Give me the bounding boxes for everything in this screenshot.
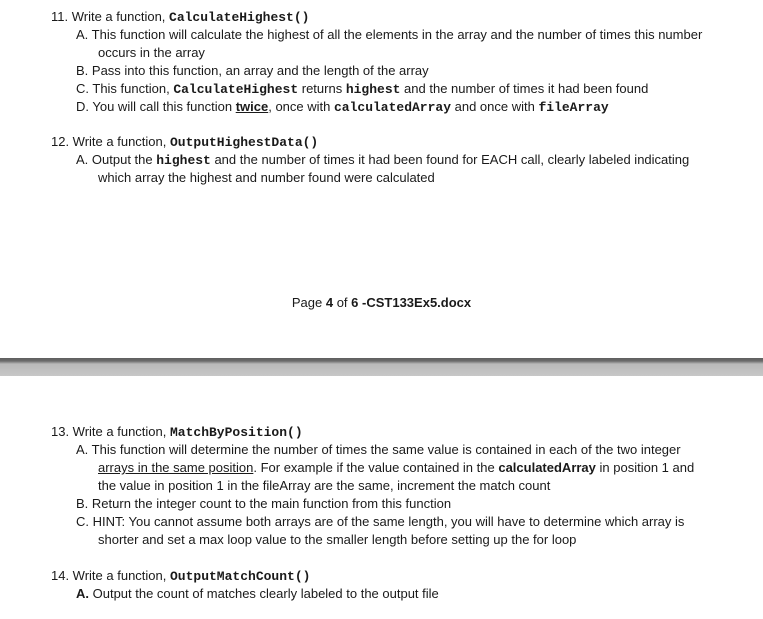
q13-a-cont-end: in position 1 and (595, 460, 695, 475)
q13-item-b (51, 495, 751, 513)
q12-function-name: OutputHighestData() (170, 135, 319, 150)
q11-lead: 11. Write a function, (51, 9, 170, 24)
page-separator (0, 358, 763, 376)
q12-lead: 12. Write a function, (51, 134, 170, 149)
q12-item-a (51, 151, 751, 169)
q13-c-text-cont: shorter and set a max loop value to the smaller length before setting up the for loop (98, 532, 577, 547)
q11-item-a (51, 26, 751, 44)
question-12-heading (51, 133, 751, 151)
q11-d-array1: calculatedArray (333, 100, 452, 115)
q13-item-c-cont (51, 531, 751, 549)
q14-lead: 14. Write a function, (51, 568, 170, 583)
q11-c-mid: returns (298, 81, 346, 96)
footer-of-word: of (333, 295, 352, 310)
q11-a-label: A. (76, 27, 89, 42)
q14-function-name: OutputMatchCount() (170, 569, 311, 584)
q14-a-label: A. (76, 586, 89, 601)
q11-b-text: Pass into this function, an array and the length of the array (88, 63, 429, 78)
q11-c-post: and the number of times it had been found (400, 81, 649, 96)
q11-function-name: CalculateHighest() (169, 10, 310, 25)
page-footer (0, 294, 763, 312)
q11-d-label: D. (76, 99, 89, 114)
q11-a-text-cont: occurs in the array (98, 45, 205, 60)
q13-lead: 13. Write a function, (51, 424, 170, 439)
q12-a-label: A. (76, 152, 89, 167)
q11-d-mid2: and once with (451, 99, 539, 114)
question-11-heading (51, 8, 751, 26)
footer-page-word: Page (291, 295, 326, 310)
q13-b-text: Return the integer count to the main function from this function (88, 496, 452, 511)
question-14-heading (51, 567, 751, 585)
q11-c-var: highest (345, 82, 401, 97)
q13-function-name: MatchByPosition() (170, 425, 303, 440)
q11-b-label: B. (76, 63, 89, 78)
q11-a-text: This function will calculate the highest of all the elements in the array and the number of times this number (88, 27, 703, 42)
q13-item-a-cont2 (51, 477, 751, 495)
q12-item-a-cont (51, 169, 751, 187)
q12-a-text-cont: which array the highest and number found were calculated (98, 170, 435, 185)
q11-c-pre: This function, (89, 81, 174, 96)
q13-a-label: A. (76, 442, 89, 457)
q11-d-twice: twice (235, 99, 269, 114)
q13-item-c (51, 513, 751, 531)
q12-a-pre: Output the (88, 152, 157, 167)
q13-c-label: C. (76, 514, 89, 529)
q13-item-a (51, 441, 751, 459)
q11-d-array2: fileArray (538, 100, 609, 115)
question-13 (51, 423, 751, 549)
q14-item-a (51, 585, 751, 603)
question-13-heading (51, 423, 751, 441)
q14-a-text: Output the count of matches clearly labeled to the output file (89, 586, 439, 601)
q12-a-var: highest (156, 153, 211, 168)
question-14 (51, 567, 751, 603)
q13-a-text-cont2: the value in position 1 in the fileArray are the same, increment the match count (98, 478, 551, 493)
q11-d-mid: , once with (268, 99, 334, 114)
q11-c-label: C. (76, 81, 89, 96)
q11-c-func: CalculateHighest (173, 82, 299, 97)
q13-a-text: This function will determine the number of times the same value is contained in each of the two integer (88, 442, 681, 457)
q13-item-a-cont1 (51, 459, 751, 477)
document-page-5 (0, 376, 763, 619)
question-11 (51, 8, 751, 116)
question-12 (51, 133, 751, 187)
q13-a-underlined: arrays in the same position (98, 460, 254, 475)
footer-document-name: -CST133Ex5.docx (358, 295, 472, 310)
q11-d-pre: You will call this function (89, 99, 236, 114)
q12-a-post: and the number of times it had been found for EACH call, clearly labeled indicating (210, 152, 690, 167)
footer-page-number: 4 (325, 295, 334, 310)
q13-c-text: HINT: You cannot assume both arrays are of the same length, you will have to determine which array is (89, 514, 685, 529)
q13-a-bold-array: calculatedArray (498, 460, 596, 475)
q13-a-cont-text: . For example if the value contained in the (253, 460, 499, 475)
q11-item-d (51, 98, 751, 116)
q11-item-b (51, 62, 751, 80)
q11-item-c (51, 80, 751, 98)
footer-page-total: 6 (351, 295, 359, 310)
q11-item-a-cont (51, 44, 751, 62)
q13-b-label: B. (76, 496, 89, 511)
